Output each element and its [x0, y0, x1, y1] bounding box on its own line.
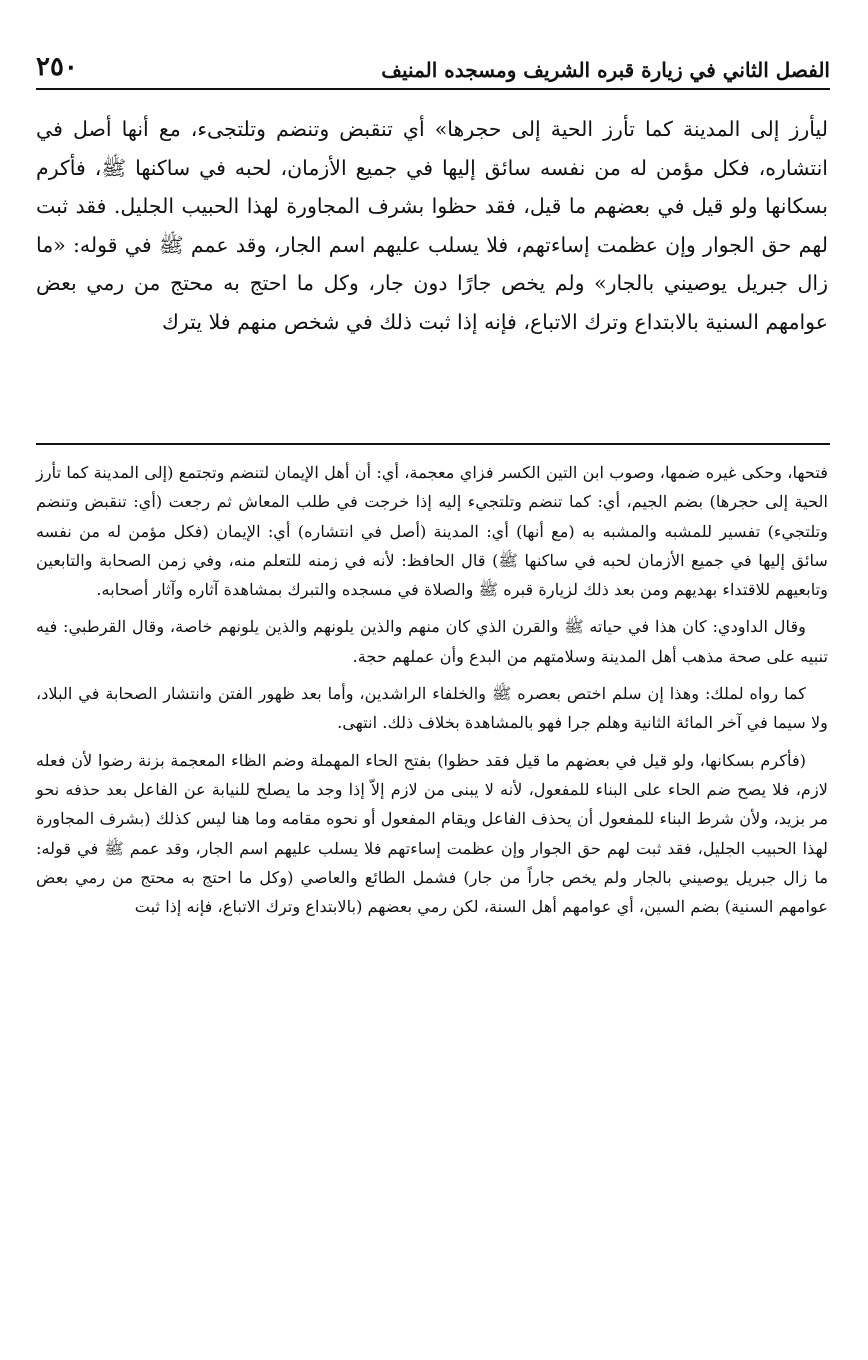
footnote-divider [36, 443, 830, 445]
main-paragraph: ليأرز إلى المدينة كما تأرز الحية إلى حجرها» أي تنقبض وتنضم وتلتجىء، مع أنها أصل في انتشاره، فكل مؤمن له من نفسه سائق إليها في جميع الأزمان، لحبه في ساكنها ﷺ، فأكرم بسكانها ولو قيل في بعضهم ما قيل، فقد حظوا بشرف المجاورة لهذا الحبيب الجليل. فقد ثبت لهم حق الجوار وإن عظمت إساءتهم، فلا يسلب عليهم اسم الجار، وقد عمم ﷺ في قوله: «ما زال جبريل يوصيني بالجار» ولم يخص جارًا دون جار، وكل ما احتج به محتج من رمي بعض عوامهم السنية بالابتداع وترك الاتباع، فإنه إذا ثبت ذلك في شخص منهم فلا يترك [36, 117, 828, 334]
commentary-block [36, 458, 828, 929]
commentary-paragraph-4: (فأكرم بسكانها، ولو قيل في بعضهم ما قيل فقد حظوا) بفتح الحاء المهملة وضم الظاء المعجمة بزنة رضوا لأن فعله لازم، فلا يصح ضم الحاء على البناء للمفعول، لأنه لا يبنى من لازم إلاّ إذا وجد ما يصلح للنيابة عن الفاعل بعد حذفه نحو مر بزيد، ولأن شرط البناء للمفعول أن يحذف الفاعل ويقام المفعول أو نحوه مقامه وما هنا ليس كذلك (بشرف المجاورة لهذا الحبيب الجليل، فقد ثبت لهم حق الجوار وإن عظمت إساءتهم فلا يسلب عليهم اسم الجار، وقد عمم ﷺ في قوله: ما زال جبريل يوصيني بالجار ولم يخص جاراً من جار) فشمل الطائع والعاصي (وكل ما احتج به محتج من رمي بعض عوامهم السنية) بضم السين، أي عوامهم أهل السنة، لكن رمي بعضهم (بالابتداع وترك الاتباع، فإنه إذا ثبت [36, 750, 828, 917]
commentary-paragraph-3: كما رواه لملك: وهذا إن سلم اختص بعصره ﷺ والخلفاء الراشدين، وأما بعد ظهور الفتن وانتشار الصحابة في البلاد، ولا سيما في آخر المائة الثانية وهلم جرا فهو بالمشاهدة بخلاف ذلك. انتهى. [36, 684, 828, 733]
commentary-paragraph-1: فتحها، وحكى غيره ضمها، وصوب ابن التين الكسر فزاي معجمة، أي: أن أهل الإيمان لتنضم وتجتمع (إلى المدينة كما تأرز الحية إلى حجرها) بضم الجيم، أي: كما تنضم وتلتجيء إليه إذا خرجت في طلب المعاش ثم رجعت (أي: تنقبض وتنضم وتلتجيء) تفسير للمشبه والمشبه به (مع أنها) أي: المدينة (أصل في انتشاره) أي: الإيمان (فكل مؤمن له من نفسه سائق إليها في جميع الأزمان لحبه في ساكنها ﷺ) قال الحافظ: لأنه في زمنه للتعلم منه، وفي زمن الصحابة والتابعين وتابعيهم للاقتداء بهديهم ومن بعد ذلك لزيارة قبره ﷺ والصلاة في مسجده والتبرك بمشاهدة آثاره وآثار أصحابه. [36, 463, 829, 600]
commentary-paragraph-2: وقال الداودي: كان هذا في حياته ﷺ والقرن الذي كان منهم والذين يلونهم والذين يلونهم خاصة، وقال القرطبي: فيه تنبيه على صحة مذهب أهل المدينة وسلامتهم من البدع وأن عملهم حجة. [36, 617, 828, 666]
page-header [36, 50, 830, 90]
chapter-title: الفصل الثاني في زيارة قبره الشريف ومسجده المنيف [381, 58, 830, 82]
main-text-block [36, 110, 828, 341]
page-number: ٢٥٠ [36, 52, 78, 82]
